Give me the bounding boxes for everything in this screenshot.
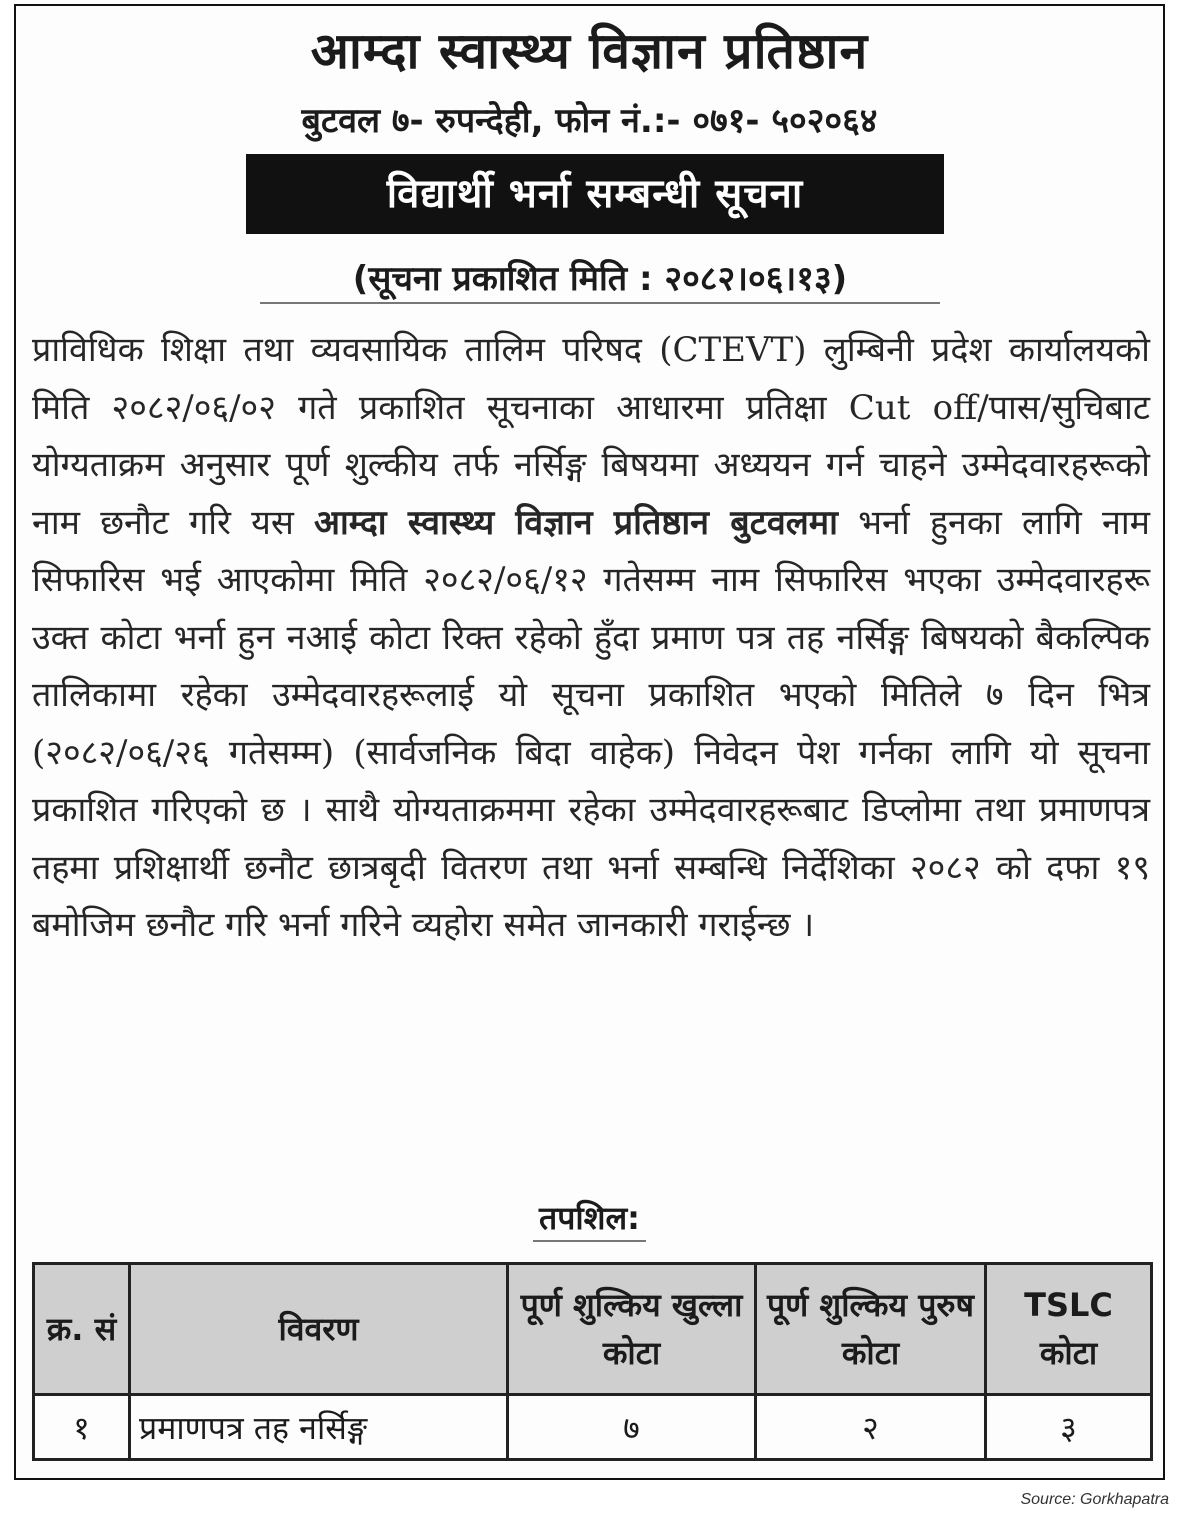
cell-description: प्रमाणपत्र तह नर्सिङ्ग	[130, 1395, 508, 1460]
source-credit: Source: Gorkhapatra	[1020, 1491, 1169, 1508]
address-phone: बुटवल ७- रुपन्देही, फोन नं.:- ०७१- ५०२०६४	[301, 101, 878, 141]
details-heading: तपशिल:	[533, 1196, 646, 1242]
cell-serial: १	[34, 1395, 130, 1460]
cell-tslc-quota: ३	[986, 1395, 1152, 1460]
column-header-serial: क्र. सं	[34, 1264, 130, 1395]
column-header-description: विवरण	[130, 1264, 508, 1395]
cell-male-quota: २	[756, 1395, 986, 1460]
notice-body	[32, 322, 1150, 955]
notice-body-part-1: प्राविधिक शिक्षा तथा व्यवसायिक तालिम परिषद (CTEVT) लुम्बिनी प्रदेश कार्यालयको मिति २०८२/०६/०२ गते प्रकाशित सूचनाका आधारमा प्रतिक्षा Cut off/पास/सुचिबाट योग्यताक्रम अनुसार पूर्ण शुल्कीय तर्फ नर्सिङ्ग बिषयमा अध्ययन गर्न चाहने उम्मेदवारहरूको नाम छनौट गरि यस	[32, 330, 1150, 543]
notice-frame	[14, 4, 1165, 1480]
published-date: (सूचना प्रकाशित मिति : २०८२।०६।१३)	[260, 256, 940, 304]
quota-table	[32, 1262, 1153, 1461]
notice-body-highlight: आम्दा स्वास्थ्य विज्ञान प्रतिष्ठान बुटवलमा	[314, 502, 838, 543]
notice-title-banner: विद्यार्थी भर्ना सम्बन्धी सूचना	[246, 154, 944, 234]
table-header-row	[34, 1264, 1152, 1395]
details-heading-wrap	[16, 1196, 1163, 1242]
institute-name: आम्दा स्वास्थ्य विज्ञान प्रतिष्ठान	[310, 22, 869, 80]
table-row	[34, 1395, 1152, 1460]
column-header-tslc-quota: TSLC कोटा	[986, 1264, 1152, 1395]
column-header-open-quota: पूर्ण शुल्किय खुल्ला कोटा	[508, 1264, 756, 1395]
notice-body-part-2: भर्ना हुनका लागि नाम सिफारिस भई आएकोमा मिति २०८२/०६/१२ गतेसम्म नाम सिफारिस भएका उम्मेदवारहरू उक्त कोटा भर्ना हुन नआई कोटा रिक्त रहेको हुँदा प्रमाण पत्र तह नर्सिङ्ग बिषयको बैकल्पिक तालिकामा रहेका उम्मेदवारहरूलाई यो सूचना प्रकाशित भएको मितिले ७ दिन भित्र (२०८२/०६/२६ गतेसम्म) (सार्वजनिक बिदा वाहेक) निवेदन पेश गर्नका लागि यो सूचना प्रकाशित गरिएको छ । साथै योग्यताक्रममा रहेका उम्मेदवारहरूबाट डिप्लोमा तथा प्रमाणपत्र तहमा प्रशिक्षार्थी छनौट छात्रबृदी वितरण तथा भर्ना सम्बन्धि निर्देशिका २०८२ को दफा १९ बमोजिम छनौट गरि भर्ना गरिने व्यहोरा समेत जानकारी गराईन्छ ।	[32, 502, 1151, 945]
column-header-male-quota: पूर्ण शुल्किय पुरुष कोटा	[756, 1264, 986, 1395]
cell-open-quota: ७	[508, 1395, 756, 1460]
